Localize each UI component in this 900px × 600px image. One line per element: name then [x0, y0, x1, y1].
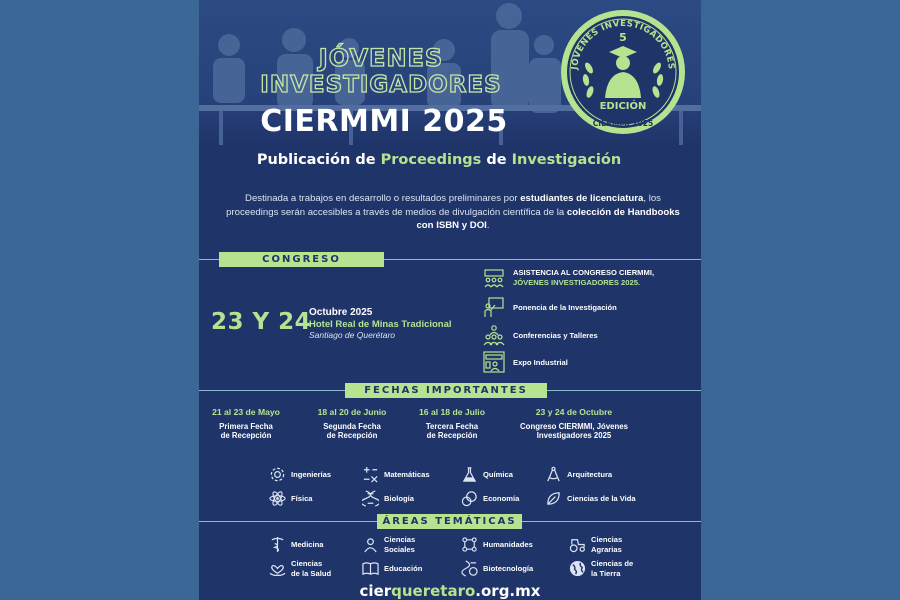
poster: [199, 0, 701, 600]
area-quimica: Química: [461, 465, 571, 485]
subtitle: Publicación de Proceedings de Investigación: [256, 152, 622, 168]
area-ciencias-vida: Ciencias de la Vida: [545, 489, 655, 509]
area-matematicas: Matemáticas: [362, 465, 472, 485]
leaf-icon: [545, 490, 562, 507]
biotech-icon: [461, 560, 478, 577]
people-group-icon: [483, 324, 505, 346]
svg-text:JÓVENES INVESTIGADORES: JÓVENES INVESTIGADORES: [570, 18, 677, 71]
congress-dates: 23 Y 24: [211, 309, 312, 335]
area-medicina: Medicina: [269, 535, 379, 555]
dna-icon: [362, 490, 379, 507]
venue-hotel: Hotel Real de Minas Tradicional: [309, 318, 452, 330]
atom-icon: [269, 490, 286, 507]
area-ciencias-agrarias: Ciencias Agrarias: [569, 535, 679, 555]
hero-title-line2: INVESTIGADORES: [260, 72, 502, 98]
coins-icon: [461, 490, 478, 507]
area-economia: Economía: [461, 489, 571, 509]
booth-icon: [483, 351, 505, 373]
hero-title-line1: JÓVENES: [318, 44, 444, 72]
congreso-item-conferencias: Conferencias y Talleres: [483, 324, 698, 348]
hero-banner: [199, 0, 701, 145]
fecha-item-2: 18 al 20 de Junio Segunda Fecha de Recepción: [317, 407, 387, 440]
social-icon: [362, 536, 379, 553]
heart-hands-icon: [269, 560, 286, 577]
venue-info: [309, 307, 452, 342]
people-network-icon: [461, 536, 478, 553]
area-arquitectura: Arquitectura: [545, 465, 655, 485]
svg-text:EDICIÓN: EDICIÓN: [599, 101, 647, 112]
area-educacion: Educación: [362, 559, 472, 579]
presentation-icon: [483, 296, 505, 318]
congreso-item-expo: Expo Industrial: [483, 351, 698, 375]
tractor-icon: [569, 536, 586, 553]
area-biologia: Biología: [362, 489, 472, 509]
hero-main-title: CIERMMI 2025: [260, 104, 508, 139]
area-ciencias-sociales: Ciencias Sociales: [362, 535, 472, 555]
audience-icon: [483, 268, 505, 290]
area-fisica: Física: [269, 489, 379, 509]
edition-badge-seal: [559, 8, 687, 136]
svg-text:CIERMMI 2025: CIERMMI 2025: [592, 119, 654, 128]
area-biotecnologia: Biotecnología: [461, 559, 571, 579]
book-icon: [362, 560, 379, 577]
areas-heading: ÁREAS TEMÁTICAS: [377, 514, 522, 529]
caduceus-icon: [269, 536, 286, 553]
venue-city: Santiago de Querétaro: [309, 330, 396, 340]
area-ciencias-tierra: Ciencias de la Tierra: [569, 559, 679, 579]
congreso-item-asistencia: ASISTENCIA AL CONGRESO CIERMMI, JÓVENES INVESTIGADORES 2025.: [483, 268, 698, 292]
gear-icon: [269, 466, 286, 483]
math-icon: [362, 466, 379, 483]
website-url[interactable]: cierqueretaro.org.mx: [359, 582, 541, 600]
fechas-heading: FECHAS IMPORTANTES: [345, 383, 547, 398]
area-humanidades: Humanidades: [461, 535, 571, 555]
globe-icon: [569, 560, 586, 577]
flask-icon: [461, 466, 478, 483]
fecha-item-4: 23 y 24 de Octubre Congreso CIERMMI, Jóvenes Investigadores 2025: [520, 407, 628, 440]
svg-text:5: 5: [619, 31, 627, 44]
compass-icon: [545, 466, 562, 483]
description-paragraph: Destinada a trabajos en desarrollo o resultados preliminares por estudiantes de licenciatura, los proceedings serán accesibles a través de medios de divulgación científica de la colección de Handbooks con ISBN y DOI.: [226, 193, 680, 231]
area-ciencias-salud: Ciencias de la Salud: [269, 559, 379, 579]
fecha-item-3: 16 al 18 de Julio Tercera Fecha de Recepción: [419, 407, 485, 440]
fecha-item-1: 21 al 23 de Mayo Primera Fecha de Recepción: [212, 407, 280, 440]
congreso-heading: CONGRESO PRESENCIAL: [219, 252, 384, 267]
area-ingenierias: Ingenierías: [269, 465, 379, 485]
congreso-item-ponencia: Ponencia de la Investigación: [483, 296, 698, 320]
venue-month: Octubre 2025: [309, 307, 373, 318]
